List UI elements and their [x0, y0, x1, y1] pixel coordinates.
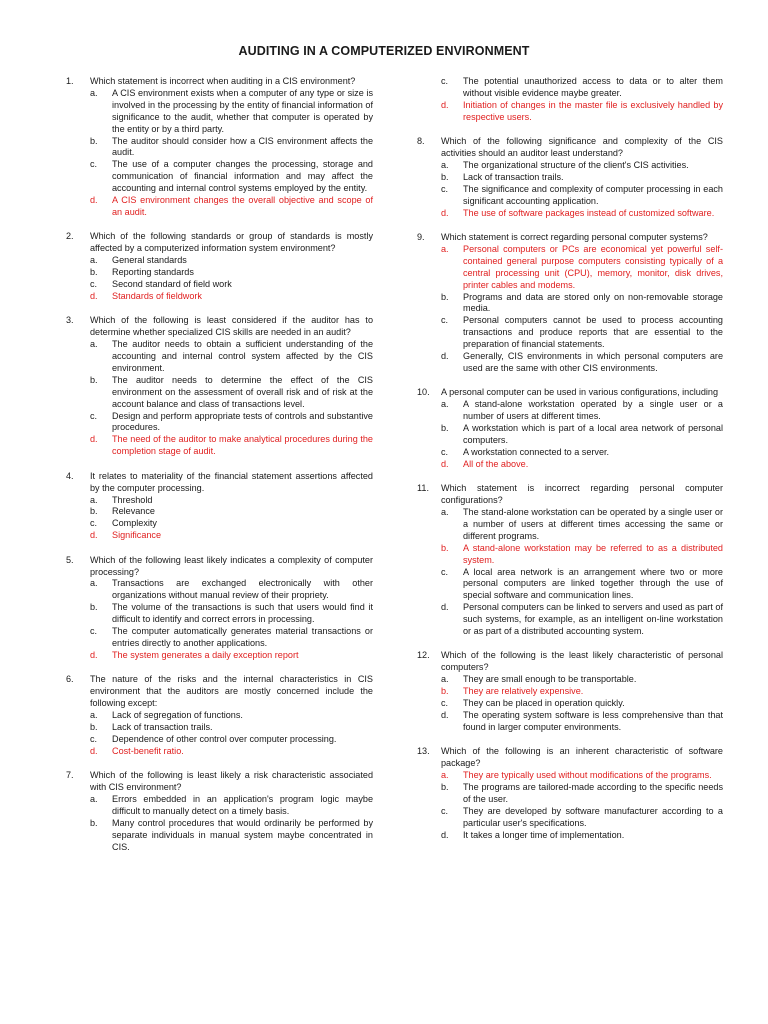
choice [66, 495, 373, 507]
question-block [417, 136, 723, 219]
choice-letter: c. [90, 626, 98, 637]
choice [417, 698, 723, 710]
choice-text: Generally, CIS environments in which personal computers are used are the same with other CIS environments. [463, 351, 723, 373]
choice-letter: b. [90, 267, 98, 278]
question-number: 8. [417, 136, 425, 147]
choice [417, 292, 723, 316]
question-number: 6. [66, 674, 74, 685]
choice-text: Initiation of changes in the master file is exclusively handled by respective users. [463, 99, 723, 122]
choice-letter: a. [441, 770, 449, 781]
question-block [66, 674, 373, 757]
choice-text: They are typically used without modifications of the programs. [463, 770, 712, 781]
question-block [417, 232, 723, 375]
choice [417, 567, 723, 603]
question-line [66, 770, 373, 794]
choice-letter: a. [441, 674, 449, 685]
choice-text: The programs are tailored-made according to the specific needs of the user. [463, 782, 723, 804]
choice-letter: b. [90, 135, 98, 146]
choice [66, 279, 373, 291]
choice-text: Errors embedded in an application's program logic maybe difficult to manually detect on a timely basis. [112, 793, 373, 816]
choice-letter: c. [441, 315, 449, 326]
question-block [417, 483, 723, 638]
question-block [417, 76, 723, 124]
choice-letter: d. [90, 530, 98, 541]
question-text: Which statement is correct regarding personal computer systems? [441, 231, 708, 242]
answer-choice [417, 686, 723, 698]
question-text: Which of the following is least likely a risk characteristic associated with CIS environment? [90, 770, 373, 793]
choice [417, 172, 723, 184]
choice [417, 447, 723, 459]
choice-text: Lack of transaction trails. [463, 171, 564, 182]
choice-letter: c. [441, 566, 449, 577]
question-block [66, 231, 373, 302]
question-line [66, 471, 373, 495]
choice [417, 710, 723, 734]
choice-text: General standards [112, 255, 187, 266]
choice [417, 76, 723, 100]
choice-letter: c. [90, 733, 98, 744]
choice-text: Personal computers cannot be used to process accounting transactions and produce reports that are essential to the preparation of financial statements. [463, 315, 723, 350]
choice-text: Design and perform appropriate tests of controls and substantive procedures. [112, 410, 373, 433]
question-text: The nature of the risks and the internal characteristics in CIS environment that the auditors are mostly concerned include the following except: [90, 674, 373, 709]
choice-letter: b. [90, 602, 98, 613]
choice-letter: b. [441, 686, 449, 697]
question-number: 12. [417, 650, 430, 661]
choice-letter: b. [441, 782, 449, 793]
choice [66, 255, 373, 267]
choice-text: Personal computers can be linked to servers and used as part of such systems, for example, as an intelligent on-line workstation or as part of a distributed accounting system. [463, 602, 723, 637]
choice [417, 399, 723, 423]
answer-choice [66, 291, 373, 303]
choice-letter: d. [441, 829, 449, 840]
question-text: Which of the following standards or group of standards is mostly affected by a computerized information system environment? [90, 231, 373, 254]
question-text: Which of the following is an inherent characteristic of software package? [441, 746, 723, 769]
document-title: AUDITING IN A COMPUTERIZED ENVIRONMENT [238, 44, 530, 58]
answer-choice [66, 746, 373, 758]
question-line [417, 650, 723, 674]
question-line [417, 136, 723, 160]
choice-text: The auditor needs to obtain a sufficient understanding of the accounting and internal control system affected by the CIS environment. [112, 339, 373, 373]
choice-letter: d. [90, 649, 98, 660]
choice-letter: b. [90, 374, 98, 385]
answer-choice [417, 244, 723, 292]
choice-letter: c. [441, 183, 449, 194]
choice-letter: a. [90, 255, 98, 266]
choice [66, 518, 373, 530]
choice-text: Programs and data are stored only on non-removable storage media. [463, 291, 723, 314]
choice [66, 339, 373, 375]
choice-text: It takes a longer time of implementation. [463, 829, 625, 840]
choice [66, 578, 373, 602]
right-column [417, 76, 723, 854]
choice-letter: b. [441, 291, 449, 302]
choice-letter: a. [90, 494, 98, 505]
choice-text: A stand-alone workstation operated by a single user or a number of users at different times. [463, 399, 723, 422]
choice-text: All of the above. [463, 458, 529, 469]
choice-text: The need of the auditor to make analytical procedures during the completion stage of audit. [112, 434, 373, 457]
question-number: 13. [417, 746, 430, 757]
left-column [66, 76, 373, 866]
choice-text: Cost-benefit ratio. [112, 745, 184, 756]
choice-text: They can be placed in operation quickly. [463, 698, 625, 709]
choice-text: Lack of segregation of functions. [112, 710, 243, 720]
choice-letter: d. [90, 745, 98, 756]
question-line [66, 76, 373, 88]
choice-letter: d. [441, 710, 449, 720]
question-text: Which of the following significance and complexity of the CIS activities should an auditor least understand? [441, 136, 723, 159]
choice-letter: a. [90, 339, 98, 350]
choice-text: A workstation connected to a server. [463, 446, 610, 457]
question-block [417, 650, 723, 733]
choice [417, 674, 723, 686]
question-line [66, 315, 373, 339]
question-line [417, 483, 723, 507]
answer-choice [417, 100, 723, 124]
choice-text: A CIS environment changes the overall objective and scope of an audit. [112, 195, 373, 217]
choice-text: A local area network is an arrangement where two or more personal computers are linked together through the use of special software and communication lines. [463, 566, 723, 601]
question-text: A personal computer can be used in various configurations, including [441, 387, 719, 398]
choice-text: The system generates a daily exception report [112, 649, 299, 660]
choice-letter: d. [441, 602, 449, 613]
question-line [417, 232, 723, 244]
choice-letter: b. [441, 423, 449, 434]
choice-text: They are relatively expensive. [463, 686, 584, 697]
choice-text: The significance and complexity of computer processing in each significant accounting application. [463, 183, 723, 206]
choice-letter: a. [90, 87, 98, 98]
question-line [66, 555, 373, 579]
answer-choice [417, 770, 723, 782]
question-text: Which of the following is the least likely characteristic of personal computers? [441, 650, 723, 673]
choice-letter: c. [90, 518, 98, 529]
question-block [417, 746, 723, 841]
question-number: 9. [417, 231, 425, 242]
question-text: Which of the following least likely indicates a complexity of computer processing? [90, 554, 373, 577]
question-block [417, 387, 723, 470]
choice-letter: a. [441, 507, 449, 517]
choice [66, 818, 373, 854]
choice-text: Threshold [112, 494, 153, 505]
choice-text: The stand-alone workstation can be operated by a single user or a number of users at different times accessing the same or different programs. [463, 507, 723, 541]
choice [66, 734, 373, 746]
choice-letter: a. [90, 793, 98, 804]
choice [66, 159, 373, 195]
question-number: 1. [66, 76, 74, 86]
choice [66, 136, 373, 160]
question-number: 10. [417, 387, 430, 398]
choice-text: The use of software packages instead of customized software. [463, 207, 715, 218]
choice-text: Many control procedures that would ordinarily be performed by separate individuals in manual system maybe concentrated in CIS. [112, 817, 373, 852]
choice-text: The auditor should consider how a CIS environment affects the audit. [112, 135, 373, 158]
answer-choice [66, 650, 373, 662]
choice-letter: b. [441, 171, 449, 182]
choice-text: Lack of transaction trails. [112, 721, 213, 732]
choice-text: The volume of the transactions is such that users would find it difficult to identify and correct errors in processing. [112, 602, 373, 625]
choice-text: The operating system software is less comprehensive than that found in larger computer environments. [463, 710, 723, 732]
question-block [66, 555, 373, 662]
question-line [417, 387, 723, 399]
answer-choice [66, 434, 373, 458]
choice-letter: c. [90, 410, 98, 421]
choice-letter: a. [90, 578, 98, 589]
choice-text: A workstation which is part of a local area network of personal computers. [463, 423, 723, 445]
choice [66, 794, 373, 818]
choice [417, 184, 723, 208]
choice [417, 602, 723, 638]
choice-letter: d. [441, 458, 449, 469]
choice-text: Relevance [112, 506, 155, 517]
question-block [66, 471, 373, 542]
question-line [66, 231, 373, 255]
question-text: Which of the following is least considered if the auditor has to determine whether specialized CIS skills are needed in an audit? [90, 315, 373, 338]
choice [66, 88, 373, 136]
choice-text: They are small enough to be transportable. [463, 674, 637, 685]
choice-text: The auditor needs to determine the effect of the CIS environment on the assessment of overall risk and of risk at the account balance and class of transactions level. [112, 374, 373, 409]
question-block [66, 315, 373, 458]
choice-letter: a. [441, 399, 449, 410]
choice-letter: a. [441, 243, 449, 254]
choice-text: Personal computers or PCs are economical yet powerful self-contained general purpose computers consisting typically of a central processing unit (CPU), memory, monitor, disk drives, printer cables and modems. [463, 243, 723, 290]
question-block [66, 770, 373, 853]
question-line [66, 674, 373, 710]
choice-letter: c. [441, 805, 449, 816]
choice-letter: d. [441, 207, 449, 218]
choice-letter: b. [90, 721, 98, 732]
choice [66, 710, 373, 722]
choice-text: The use of a computer changes the processing, storage and communication of financial information and may affect the accounting and internal control systems employed by the entity. [112, 159, 373, 194]
choice-letter: d. [90, 434, 98, 445]
choice-letter: d. [441, 351, 449, 362]
choice-text: The potential unauthorized access to data or to alter them without visible evidence maybe greater. [463, 76, 723, 98]
choice [66, 411, 373, 435]
question-number: 7. [66, 770, 74, 781]
choice [417, 806, 723, 830]
answer-choice [66, 530, 373, 542]
question-line [417, 746, 723, 770]
choice-letter: b. [90, 817, 98, 828]
choice-letter: b. [90, 506, 98, 517]
choice [66, 375, 373, 411]
choice-text: Standards of fieldwork [112, 290, 202, 301]
question-number: 3. [66, 315, 74, 326]
answer-choice [66, 195, 373, 219]
answer-choice [417, 208, 723, 220]
question-text: It relates to materiality of the financial statement assertions affected by the computer processing. [90, 470, 373, 493]
question-text: Which statement is incorrect regarding personal computer configurations? [441, 483, 723, 506]
question-number: 4. [66, 470, 74, 481]
choice-letter: c. [90, 159, 98, 170]
choice-letter: c. [441, 76, 449, 86]
question-text: Which statement is incorrect when auditing in a CIS environment? [90, 76, 356, 86]
choice [417, 315, 723, 351]
question-number: 5. [66, 554, 74, 565]
choice [66, 267, 373, 279]
answer-choice [417, 543, 723, 567]
choice-text: Significance [112, 530, 162, 541]
choice [66, 626, 373, 650]
question-block [66, 76, 373, 219]
choice [66, 602, 373, 626]
question-number: 2. [66, 231, 74, 242]
choice [417, 782, 723, 806]
choice [417, 507, 723, 543]
answer-choice [417, 459, 723, 471]
choice [66, 506, 373, 518]
choice [417, 423, 723, 447]
choice-letter: d. [90, 195, 98, 206]
choice-text: The organizational structure of the client's CIS activities. [463, 159, 689, 170]
choice-letter: c. [441, 446, 449, 457]
choice [417, 351, 723, 375]
choice-text: Transactions are exchanged electronically with other organizations without manual review of their propriety. [112, 578, 373, 601]
choice-letter: b. [441, 542, 449, 553]
choice-letter: c. [90, 279, 98, 289]
choice [66, 722, 373, 734]
choice-letter: a. [441, 159, 449, 170]
choice-letter: d. [441, 99, 449, 110]
choice [417, 830, 723, 842]
choice-text: A stand-alone workstation may be referred to as a distributed system. [463, 542, 723, 565]
choice-text: The computer automatically generates material transactions or entries directly to another applications. [112, 626, 373, 648]
choice-text: Dependence of other control over computer processing. [112, 733, 337, 744]
choice-letter: a. [90, 710, 98, 720]
choice-letter: d. [90, 290, 98, 301]
choice-text: Complexity [112, 518, 157, 529]
choice-letter: c. [441, 698, 449, 709]
choice-text: Reporting standards [112, 267, 194, 278]
choice-text: They are developed by software manufacturer according to a particular user's specifications. [463, 805, 723, 828]
choice-text: Second standard of field work [112, 279, 232, 289]
choice-text: A CIS environment exists when a computer of any type or size is involved in the processing by the entity of financial information of significance to the audit, whether that computer is operated by the entity or by a third party. [112, 87, 373, 134]
question-number: 11. [417, 483, 429, 494]
choice [417, 160, 723, 172]
